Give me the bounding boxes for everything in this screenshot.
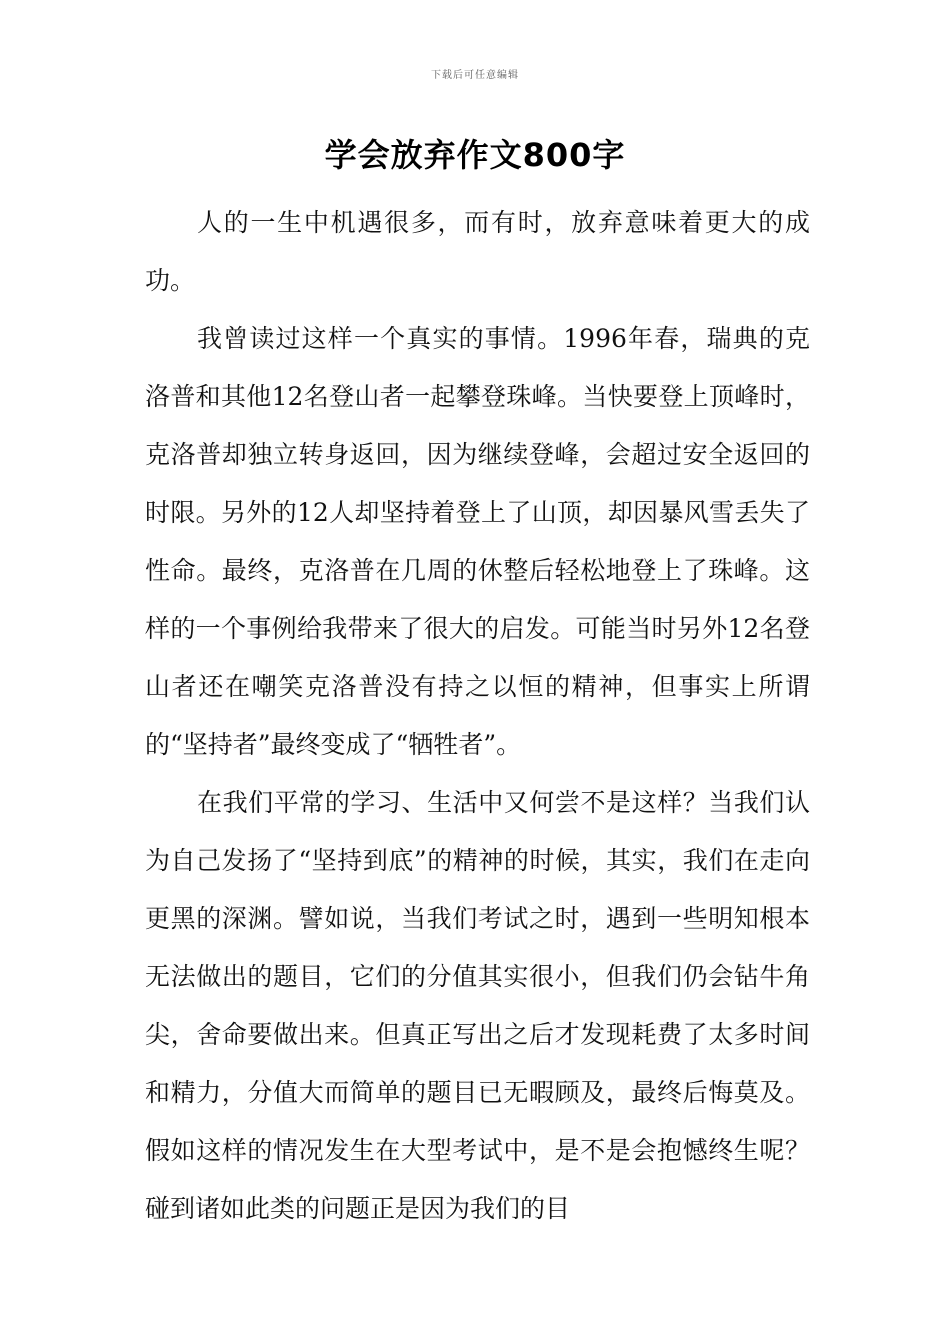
paragraph-3: 在我们平常的学习、生活中又何尝不是这样？当我们认为自己发扬了“坚持到底”的精神的时候，其实，我们在走向更黑的深渊。譬如说，当我们考试之时，遇到一些明知根本无法做出的题目，它们的分值其实很小，但我们仍会钻牛角尖，舍命要做出来。但真正写出之后才发现耗费了太多时间和精力，分值大而简单的题目已无暇顾及，最终后悔莫及。假如这样的情况发生在大型考试中，是不是会抱憾终生呢？碰到诸如此类的问题正是因为我们的目 — [145, 788, 810, 1223]
document-body — [145, 194, 810, 1238]
header-note: 下载后可任意编辑 — [431, 70, 519, 81]
paragraph-1: 人的一生中机遇很多，而有时，放弃意味着更大的成功。 — [145, 208, 810, 295]
page-title: 学会放弃作文800字 — [324, 136, 626, 174]
paragraph-2: 我曾读过这样一个真实的事情。1996年春，瑞典的克洛普和其他12名登山者一起攀登珠峰。当快要登上顶峰时，克洛普却独立转身返回，因为继续登峰，会超过安全返回的时限。另外的12人却坚持着登上了山顶，却因暴风雪丢失了性命。最终，克洛普在几周的休整后轻松地登上了珠峰。这样的一个事例给我带来了很大的启发。可能当时另外12名登山者还在嘲笑克洛普没有持之以恒的精神，但事实上所谓的“坚持者”最终变成了“牺牲者”。 — [145, 324, 810, 759]
